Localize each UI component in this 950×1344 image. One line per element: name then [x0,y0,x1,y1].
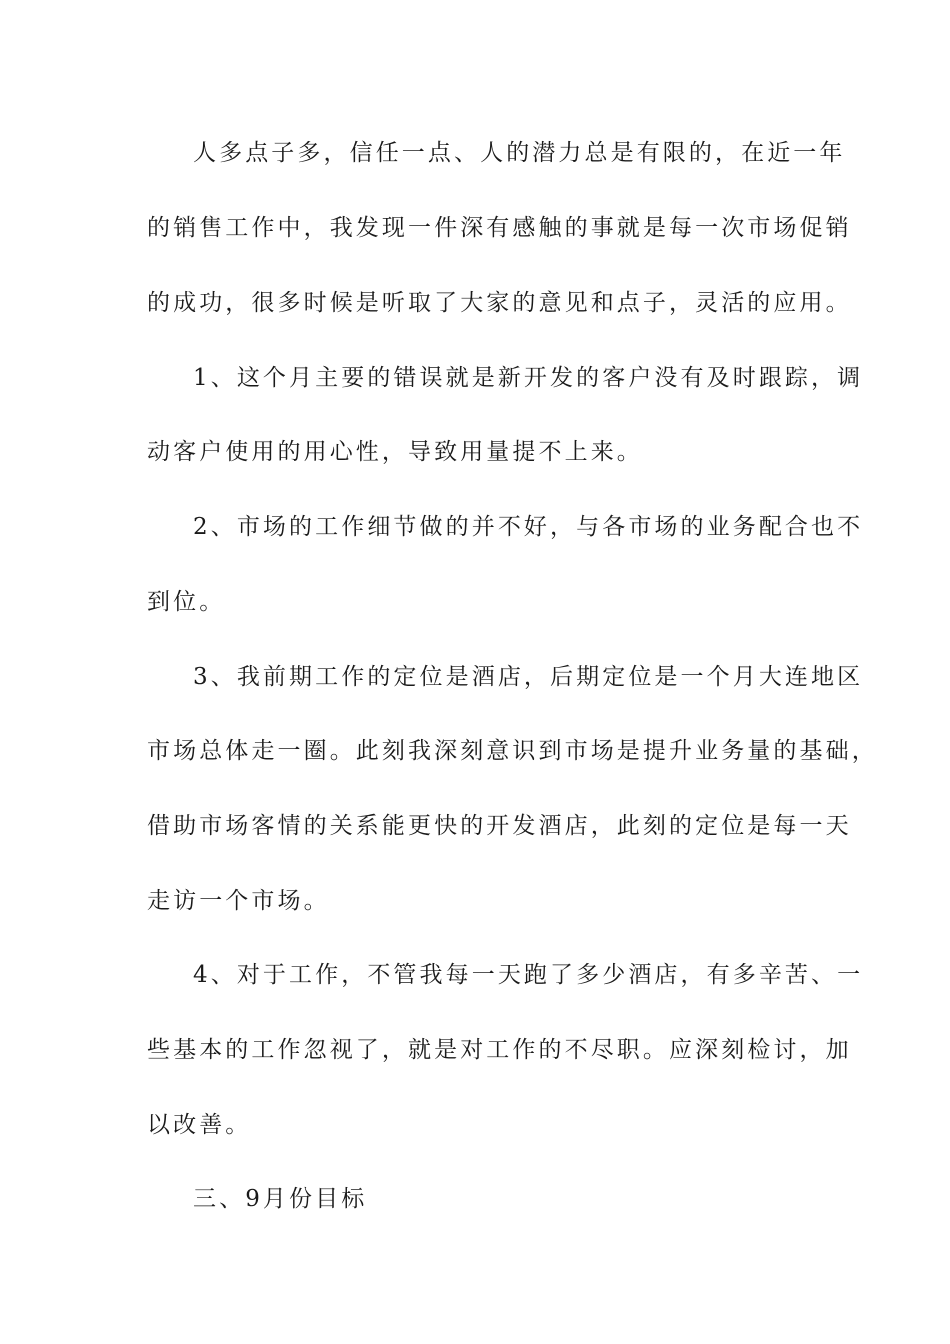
list-item-line: 市场总体走一圈。此刻我深刻意识到市场是提升业务量的基础， [147,738,878,764]
list-item-line: 4、对于工作，不管我每一天跑了多少酒店，有多辛苦、一 [193,962,864,988]
list-item-line: 些基本的工作忽视了，就是对工作的不尽职。应深刻检讨，加 [147,1037,852,1063]
list-item-line: 走访一个市场。 [147,888,330,914]
list-item-line: 动客户使用的用心性，导致用量提不上来。 [147,439,643,465]
paragraph-line: 的销售工作中，我发现一件深有感触的事就是每一次市场促销 [147,215,852,241]
list-item-line: 3、我前期工作的定位是酒店，后期定位是一个月大连地区 [193,664,864,690]
list-item-line: 借助市场客情的关系能更快的开发酒店，此刻的定位是每一天 [147,813,852,839]
paragraph-line: 人多点子多，信任一点、人的潜力总是有限的，在近一年 [193,140,846,166]
list-item-line: 2、市场的工作细节做的并不好，与各市场的业务配合也不 [193,514,864,540]
section-heading: 三、9月份目标 [193,1186,368,1212]
list-item-line: 到位。 [147,589,226,615]
paragraph-line: 的成功，很多时候是听取了大家的意见和点子，灵活的应用。 [147,290,852,316]
list-item-line: 以改善。 [147,1112,252,1138]
list-item-line: 1、这个月主要的错误就是新开发的客户没有及时跟踪，调 [193,365,864,391]
